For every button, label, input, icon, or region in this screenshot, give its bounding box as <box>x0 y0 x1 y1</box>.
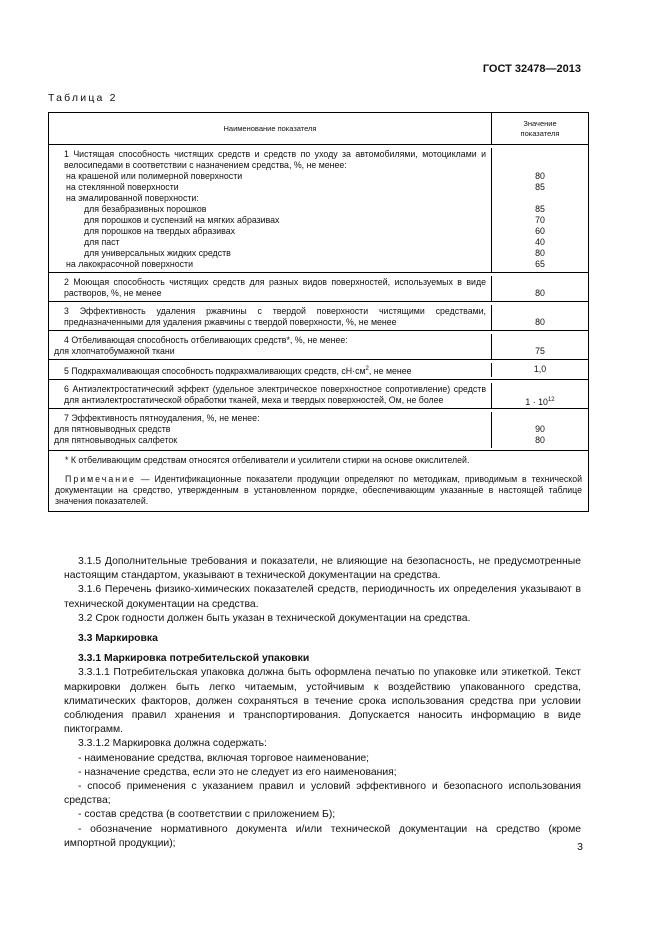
row1-item: для паст <box>84 237 120 247</box>
list-item: - обозначение нормативного документа и/или технической документации на средство (кроме импортной продукции); <box>64 823 581 849</box>
list-item: - состав средства (в соответствии с приложением Б); <box>78 809 336 821</box>
table-footnote: * К отбеливающим средствам относятся отбеливатели и усилители стирки на основе окислителей. <box>65 455 470 465</box>
table-row-7 <box>49 409 588 451</box>
row6-value <box>525 395 554 406</box>
list-item: - способ применения с указанием правил и условий эффективного и безопасного использования средства; <box>64 781 581 807</box>
row1-value: 85 <box>535 204 545 214</box>
table-row-1 <box>49 145 588 273</box>
row7-value: 80 <box>535 435 545 445</box>
table-header <box>49 113 588 145</box>
row1-value: 60 <box>535 226 545 236</box>
list-item: - наименование средства, включая торговое наименование; <box>78 752 370 764</box>
table-footer <box>49 451 588 511</box>
header-value-line2: показателя <box>520 128 560 138</box>
row5-sup: 2 <box>365 366 369 372</box>
row1-title: 1 Чистящая способность чистящих средств и средств по уходу за автомобилями, мотоциклами и велосипедами в соответствии с назначением средства, %, не менее: <box>64 149 486 170</box>
para-3-1-5: 3.1.5 Дополнительные требования и показатели, не влияющие на безопасность, не предусмотренные настоящим стандартом, указывают в технической документации на средства. <box>64 556 581 582</box>
page-number: 3 <box>577 841 583 853</box>
row3-text: 3 Эффективность удаления ржавчины с твердой поверхности чистящими средствами, предназначенными для удаления ржавчины с твердой поверхности, %, не менее <box>64 306 486 327</box>
row5-value: 1,0 <box>533 364 547 374</box>
table-2 <box>48 112 589 512</box>
para-3-3-1-1: 3.3.1.1 Потребительская упаковка должна быть оформлена печатью по упаковке или этикеткой. Текст маркировки должен быть легко читаемым, устойчивым к воздействию упакованного средства, климатических факторов, должен сохраняться в течение срока использования средства при условии соблюдения правил хранения и транспортирования. Допускается наносить информацию в виде пиктограмм. <box>64 667 581 736</box>
row1-item: для универсальных жидких средств <box>84 248 231 258</box>
row2-text: 2 Моющая способность чистящих средств для разных видов поверхностей, используемых в виде растворов, %, не менее <box>64 277 486 298</box>
table-row-6 <box>49 380 588 409</box>
row1-item: для порошков на твердых абразивах <box>84 226 236 236</box>
row7-item: для пятновыводных салфеток <box>54 435 178 445</box>
row1-item: на эмалированной поверхности: <box>66 193 199 203</box>
table-caption: Таблица 2 <box>48 92 118 104</box>
header-value-line1: Значение <box>523 118 557 128</box>
row3-value: 80 <box>535 317 545 327</box>
row7-value: 90 <box>535 424 545 434</box>
header-name: Наименование показателя <box>49 113 492 144</box>
note-label: Примечание <box>65 474 136 484</box>
table-row-3 <box>49 302 588 331</box>
row1-item: на лакокрасочной поверхности <box>66 259 193 269</box>
row5-text <box>54 364 486 375</box>
table-row-4 <box>49 331 588 360</box>
heading-3-3-1: 3.3.1 Маркировка потребительской упаковки <box>78 653 310 665</box>
row5-text-b: , не менее <box>368 365 412 376</box>
para-3-1-6: 3.1.6 Перечень физико-химических показателей средств, периодичность их определения указывают в технической документации на средства. <box>64 584 581 610</box>
row1-value: 80 <box>535 248 545 258</box>
header-value <box>492 113 588 144</box>
para-3-3-1-2: 3.3.1.2 Маркировка должна содержать: <box>78 738 267 750</box>
row1-item: для безабразивных порошков <box>84 204 207 214</box>
row1-value: 70 <box>535 215 545 225</box>
body-text <box>64 555 581 851</box>
row1-value: 65 <box>535 259 545 269</box>
row6-value-base: 1 · 10 <box>525 396 548 407</box>
para-3-2: 3.2 Срок годности должен быть указан в технической документации на средства. <box>78 612 471 624</box>
row1-item: на стеклянной поверхности <box>66 182 179 192</box>
row1-value: 40 <box>535 237 545 247</box>
row6-text: 6 Антиэлектростатический эффект (удельное электрическое поверхностное сопротивление) средств для антиэлектростатической обработки тканей, меха и твердых поверхностей, Ом, не более <box>64 384 486 405</box>
row7-title: 7 Эффективность пятноудаления, %, не менее: <box>64 413 260 423</box>
row1-item: для порошков и суспензий на мягких абразивах <box>84 215 280 225</box>
list-item: - назначение средства, если это не следует из его наименования; <box>78 766 397 778</box>
row1-item: на крашеной или полимерной поверхности <box>66 171 243 181</box>
row4-value: 75 <box>535 346 545 356</box>
row4-title: 4 Отбеливающая способность отбеливающих средств*, %, не менее: <box>64 335 348 345</box>
row4-item: для хлопчатобумажной ткани <box>54 346 175 356</box>
heading-3-3: 3.3 Маркировка <box>78 633 158 645</box>
row7-item: для пятновыводных средств <box>54 424 171 434</box>
row2-value: 80 <box>535 288 545 298</box>
table-row-5 <box>49 360 588 380</box>
table-note <box>55 474 582 507</box>
row5-text-a: 5 Подкрахмаливающая способность подкрахмаливающих средств, сН·см <box>64 365 366 376</box>
standard-number: ГОСТ 32478—2013 <box>482 63 581 75</box>
row1-value: 85 <box>535 182 545 192</box>
row6-value-exp: 12 <box>547 397 555 403</box>
note-text: — Идентификационные показатели продукции определяют по методикам, приводимым в технической документации на средство, утвержденным в установленном порядке, обеспечивающим указанные в настоящей таблице значения показателей. <box>55 474 582 506</box>
table-row-2 <box>49 273 588 302</box>
row1-value: 80 <box>535 171 545 181</box>
